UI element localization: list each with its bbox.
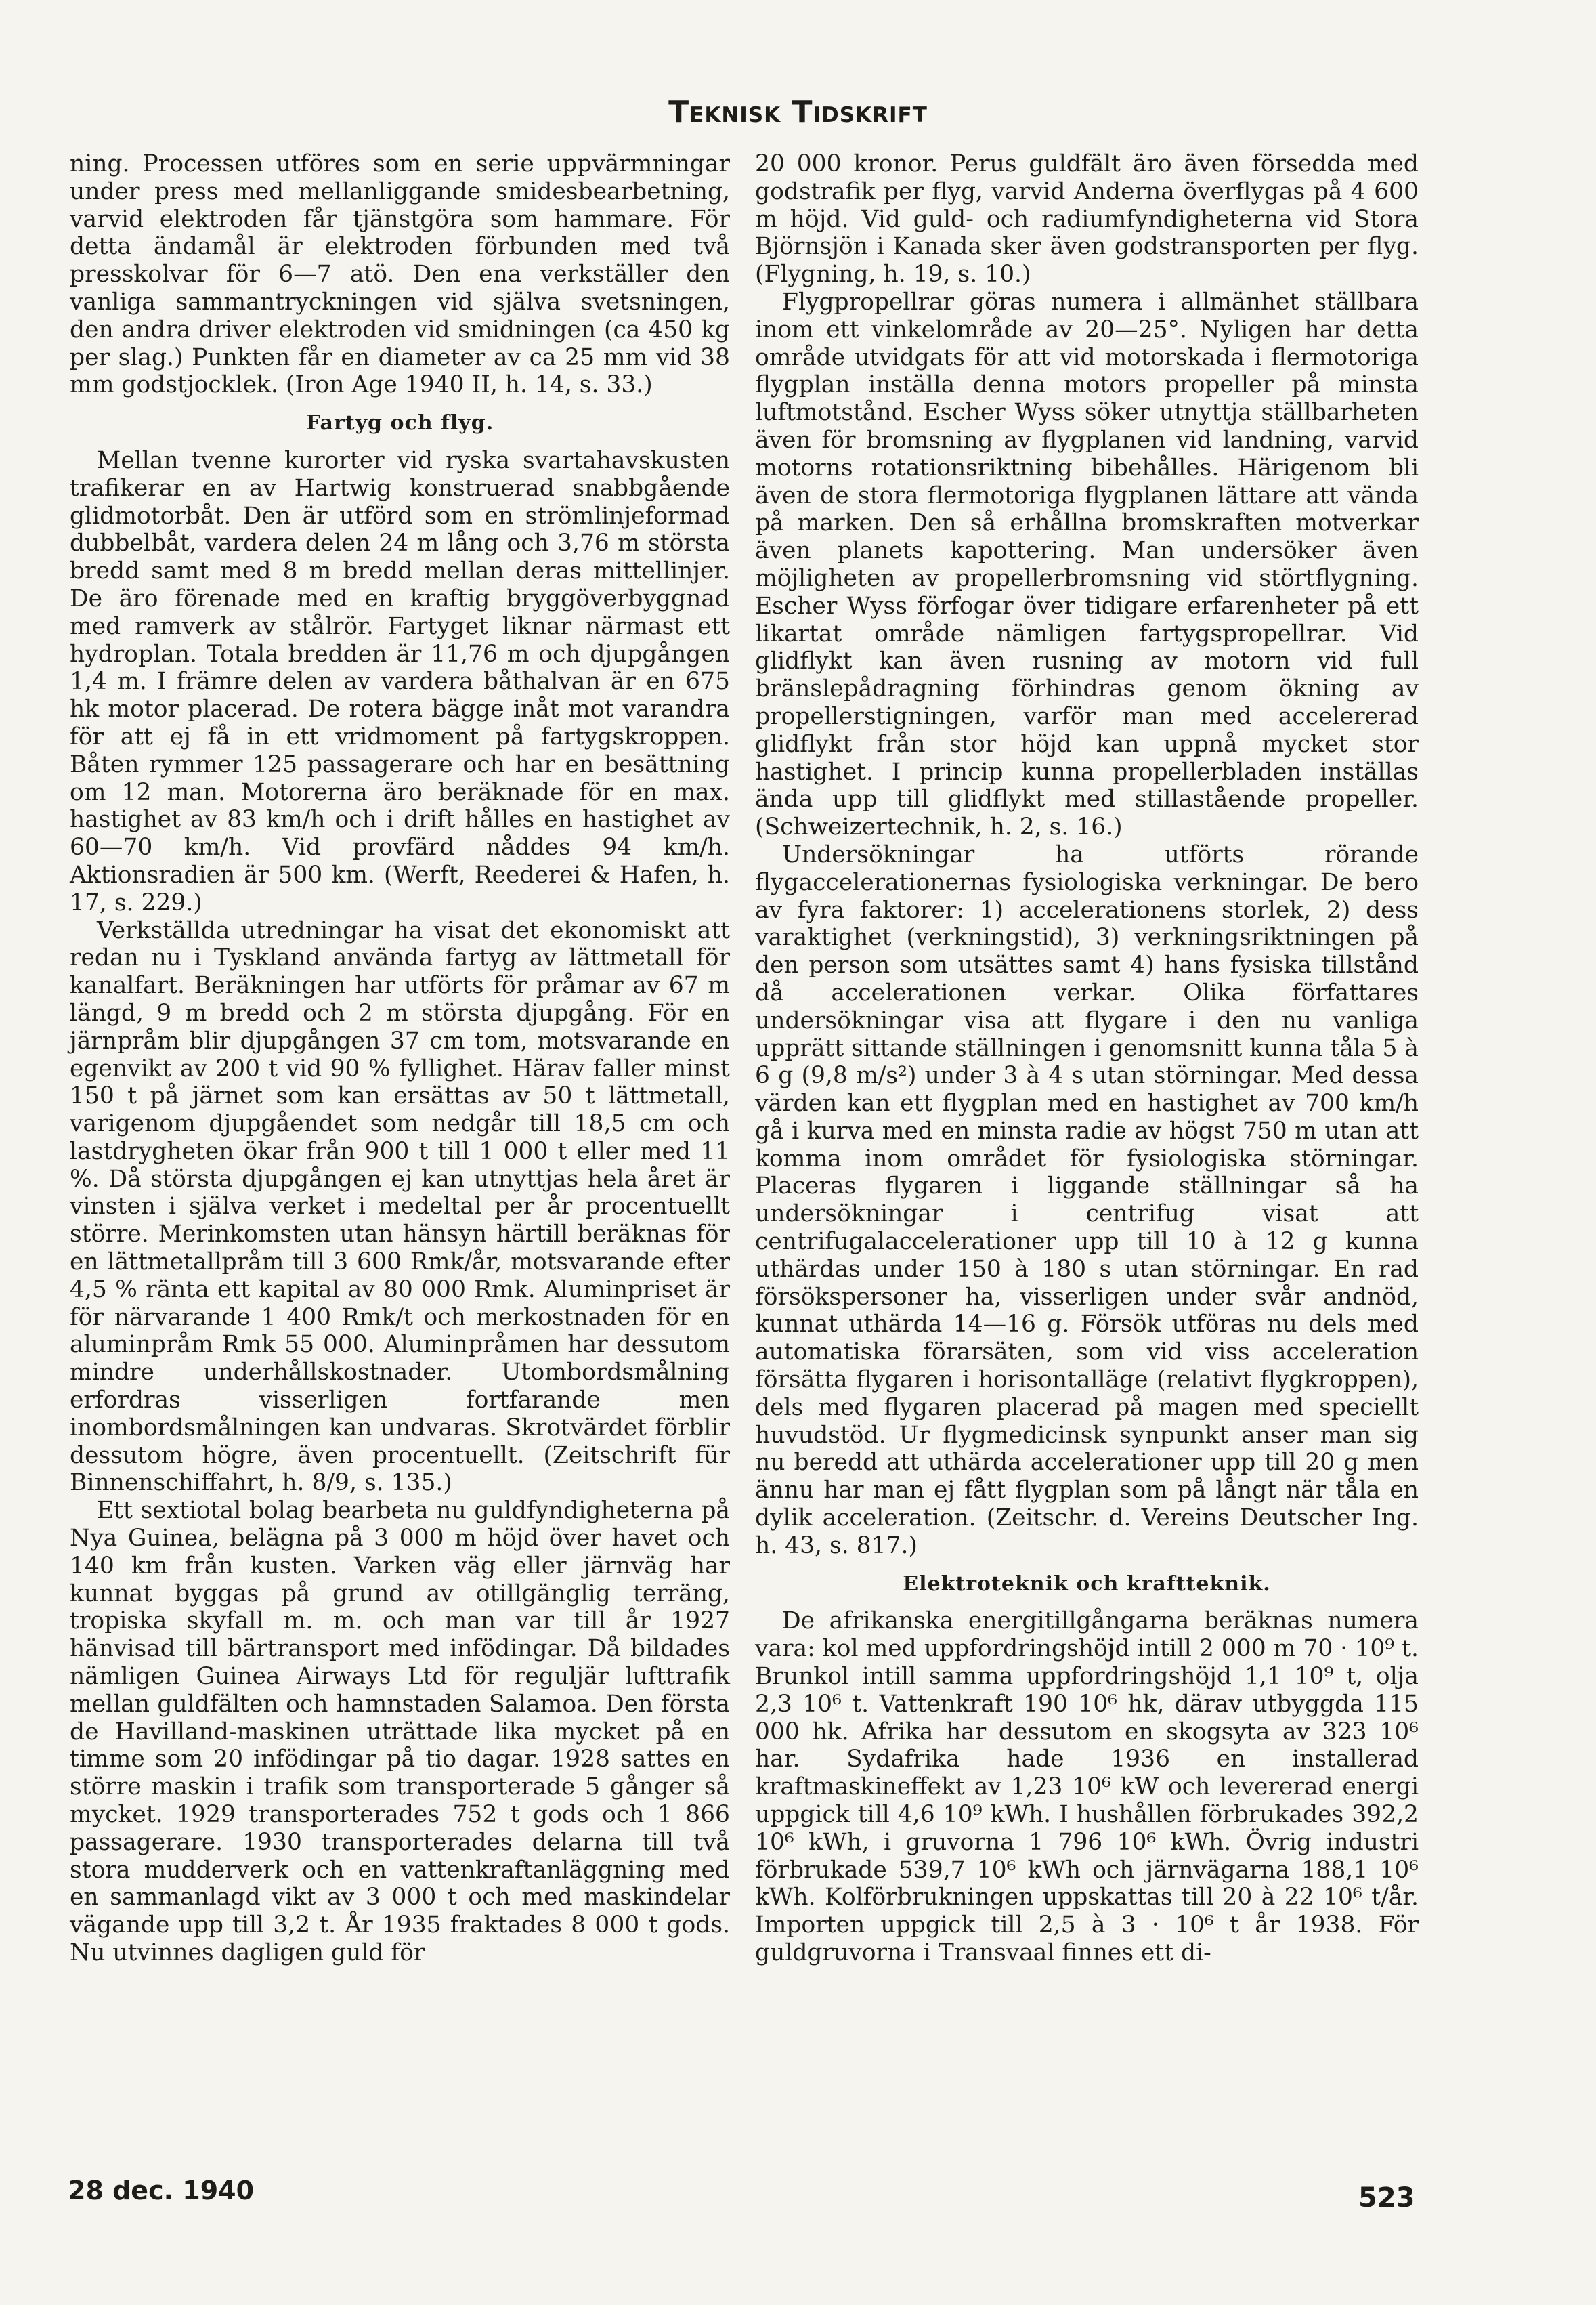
section-heading: Elektroteknik och kraftteknik.	[903, 1571, 1271, 1596]
running-title: Teknisk Tidskrift	[668, 95, 928, 129]
paragraph: ning. Processen utföres som en serie uppvärmningar under press med mellanliggande smidesbearbetning, varvid elektroden får tjänstgöra som hammare. För detta ändamål är elektroden förbunden med två presskolvar för 6—7 atö. Den ena verkställer den vanliga sammantryckningen vid själva svetsningen, den andra driver elektroden vid smidningen (ca 450 kg per slag.) Punkten får en diameter av ca 25 mm vid 38 mm godstjocklek. (Iron Age 1940 II, h. 14, s. 33.)	[70, 150, 730, 399]
paragraph: De afrikanska energitillgångarna beräknas numera vara: kol med uppfordringshöjd intill 2 000 m 70 · 10⁹ t. Brunkol intill samma uppfordringshöjd 1,1 10⁹ t, olja 2,3 10⁶ t. Vattenkraft 190 10⁶ hk, därav utbyggda 115 000 hk. Afrika har dessutom en skogsyta av 323 10⁶ har. Sydafrika hade 1936 en installerad kraftmaskineffekt av 1,23 10⁶ kW och levererad energi uppgick till 4,6 10⁹ kWh. I hushållen förbrukades 392,2 10⁶ kWh, i gruvorna 1 796 10⁶ kWh. Övrig industri förbrukade 539,7 10⁶ kWh och järnvägarna 188,1 10⁶ kWh. Kolförbrukningen uppskattas till 20 à 22 10⁶ t/år. Importen uppgick till 2,5 à 3 · 10⁶ t år 1938. För guldgruvorna i Transvaal finnes ett di-	[755, 1607, 1419, 1966]
paragraph: Flygpropellrar göras numera i allmänhet ställbara inom ett vinkelområde av 20—25°. Nyligen har detta område utvidgats för att vid motorskada i flermotoriga flygplan inställa denna motors propeller på minsta luftmotstånd. Escher Wyss söker utnyttja ställbarheten även för bromsning av flygplanen vid landning, varvid motorns rotationsriktning bibehålles. Härigenom bli även de stora flermotoriga flygplanen lättare att vända på marken. Den så erhållna bromskraften motverkar även planets kapottering. Man undersöker även möjligheten av propellerbromsning vid störtflygning. Escher Wyss förfogar över tidigare erfarenheter på ett likartat område nämligen fartygspropellrar. Vid glidflykt kan även rusning av motorn vid full bränslepådragning förhindras genom ökning av propellerstigningen, varför man med accelererad glidflykt från stor höjd kan uppnå mycket stor hastighet. I princip kunna propellerbladen inställas ända upp till glidflykt med stillastående propeller. (Schweizertechnik, h. 2, s. 16.)	[755, 288, 1419, 841]
page-number: 523	[1358, 2182, 1415, 2214]
issue-date: 28 dec. 1940	[68, 2176, 255, 2205]
paragraph: Undersökningar ha utförts rörande flygaccelerationernas fysiologiska verkningar. De bero av fyra faktorer: 1) accelerationens storlek, 2) dess varaktighet (verkningstid), 3) verkningsriktningen på den person som utsättes samt 4) hans fysiska tillstånd då accelerationen verkar. Olika författares undersökningar visa att flygare i den nu vanliga upprätt sittande ställningen i genomsnitt kunna tåla 5 à 6 g (9,8 m/s²) under 3 à 4 s utan störningar. Med dessa värden kan ett flygplan med en hastighet av 700 km/h gå i kurva med en minsta radie av högst 750 m utan att komma inom området för fysiologiska störningar. Placeras flygaren i liggande ställningar så ha undersökningar i centrifug visat att centrifugalaccelerationer upp till 10 à 12 g kunna uthärdas under 150 à 180 s utan störningar. En rad försökspersoner ha, visserligen under svår andnöd, kunnat uthärda 14—16 g. Försök utföras nu dels med automatiska förarsäten, som vid viss acceleration försätta flygaren i horisontalläge (relativt flygkroppen), dels med flygaren placerad på magen med speciellt huvudstöd. Ur flygmedicinsk synpunkt anser man sig nu beredd att uthärda accelerationer upp till 20 g men ännu har man ej fått flygplan som på långt när tåla en dylik acceleration. (Zeitschr. d. Vereins Deutscher Ing. h. 43, s. 817.)	[755, 841, 1419, 1559]
paragraph: 20 000 kronor. Perus guldfält äro även försedda med godstrafik per flyg, varvid Anderna överflygas på 4 600 m höjd. Vid guld- och radiumfyndigheterna vid Stora Björnsjön i Kanada sker även godstransporten per flyg. (Flygning, h. 19, s. 10.)	[755, 150, 1419, 289]
section-heading: Fartyg och flyg.	[305, 411, 494, 436]
left-column	[70, 150, 730, 1967]
paragraph: Mellan tvenne kurorter vid ryska svartahavskusten trafikerar en av Hartwig konstruerad snabbgående glidmotorbåt. Den är utförd som en strömlinjeformad dubbelbåt, vardera delen 24 m lång och 3,76 m största bredd samt med 8 m bredd mellan deras mittellinjer. De äro förenade med en kraftig bryggöverbyggnad med ramverk av stålrör. Fartyget liknar närmast ett hydroplan. Totala bredden är 11,76 m och djupgången 1,4 m. I främre delen av vardera båthalvan är en 675 hk motor placerad. De rotera bägge inåt mot varandra för att ej få in ett vridmoment på fartygskroppen. Båten rymmer 125 passagerare och har en besättning om 12 man. Motorerna äro beräknade för en max. hastighet av 83 km/h och i drift hålles en hastighet av 60—70 km/h. Vid provfärd nåddes 94 km/h. Aktionsradien är 500 km. (Werft, Reederei & Hafen, h. 17, s. 229.)	[70, 446, 730, 916]
paragraph: Verkställda utredningar ha visat det ekonomiskt att redan nu i Tyskland använda fartyg av lättmetall för kanalfart. Beräkningen har utförts för pråmar av 67 m längd, 9 m bredd och 2 m största djupgång. För en järnpråm blir djupgången 37 cm tom, motsvarande en egenvikt av 200 t vid 90 % fyllighet. Härav faller minst 150 t på järnet som kan ersättas av 50 t lättmetall, varigenom djupgåendet som nedgår till 18,5 cm och lastdrygheten ökar från 900 t till 1 000 t eller med 11 %. Då största djupgången ej kan utnyttjas hela året är vinsten i själva verket i medeltal per år procentuellt större. Merinkomsten utan hänsyn härtill beräknas för en lättmetallpråm till 3 600 Rmk/år, motsvarande efter 4,5 % ränta ett kapital av 80 000 Rmk. Aluminpriset är för närvarande 1 400 Rmk/t och merkostnaden för en aluminpråm Rmk 55 000. Aluminpråmen har dessutom mindre underhållskostnader. Utombordsmålning erfordras visserligen fortfarande men inombordsmålningen kan undvaras. Skrotvärdet förblir dessutom högre, även procentuellt. (Zeitschrift für Binnenschiffahrt, h. 8/9, s. 135.)	[70, 916, 730, 1497]
paragraph: Ett sextiotal bolag bearbeta nu guldfyndigheterna på Nya Guinea, belägna på 3 000 m höjd över havet och 140 km från kusten. Varken väg eller järnväg har kunnat byggas på grund av otillgänglig terräng, tropiska skyfall m. m. och man var till år 1927 hänvisad till bärtransport med infödingar. Då bildades nämligen Guinea Airways Ltd för reguljär lufttrafik mellan guldfälten och hamnstaden Salamoa. Den första de Havilland-maskinen uträttade lika mycket på en timme som 20 infödingar på tio dagar. 1928 sattes en större maskin i trafik som transporterade 5 gånger så mycket. 1929 transporterades 752 t gods och 1 866 passagerare. 1930 transporterades delarna till två stora mudderverk och en vattenkraftanläggning med en sammanlagd vikt av 3 000 t och med maskindelar vägande upp till 3,2 t. År 1935 fraktades 8 000 t gods. Nu utvinnes dagligen guld för	[70, 1497, 730, 1966]
right-column	[755, 150, 1419, 1967]
